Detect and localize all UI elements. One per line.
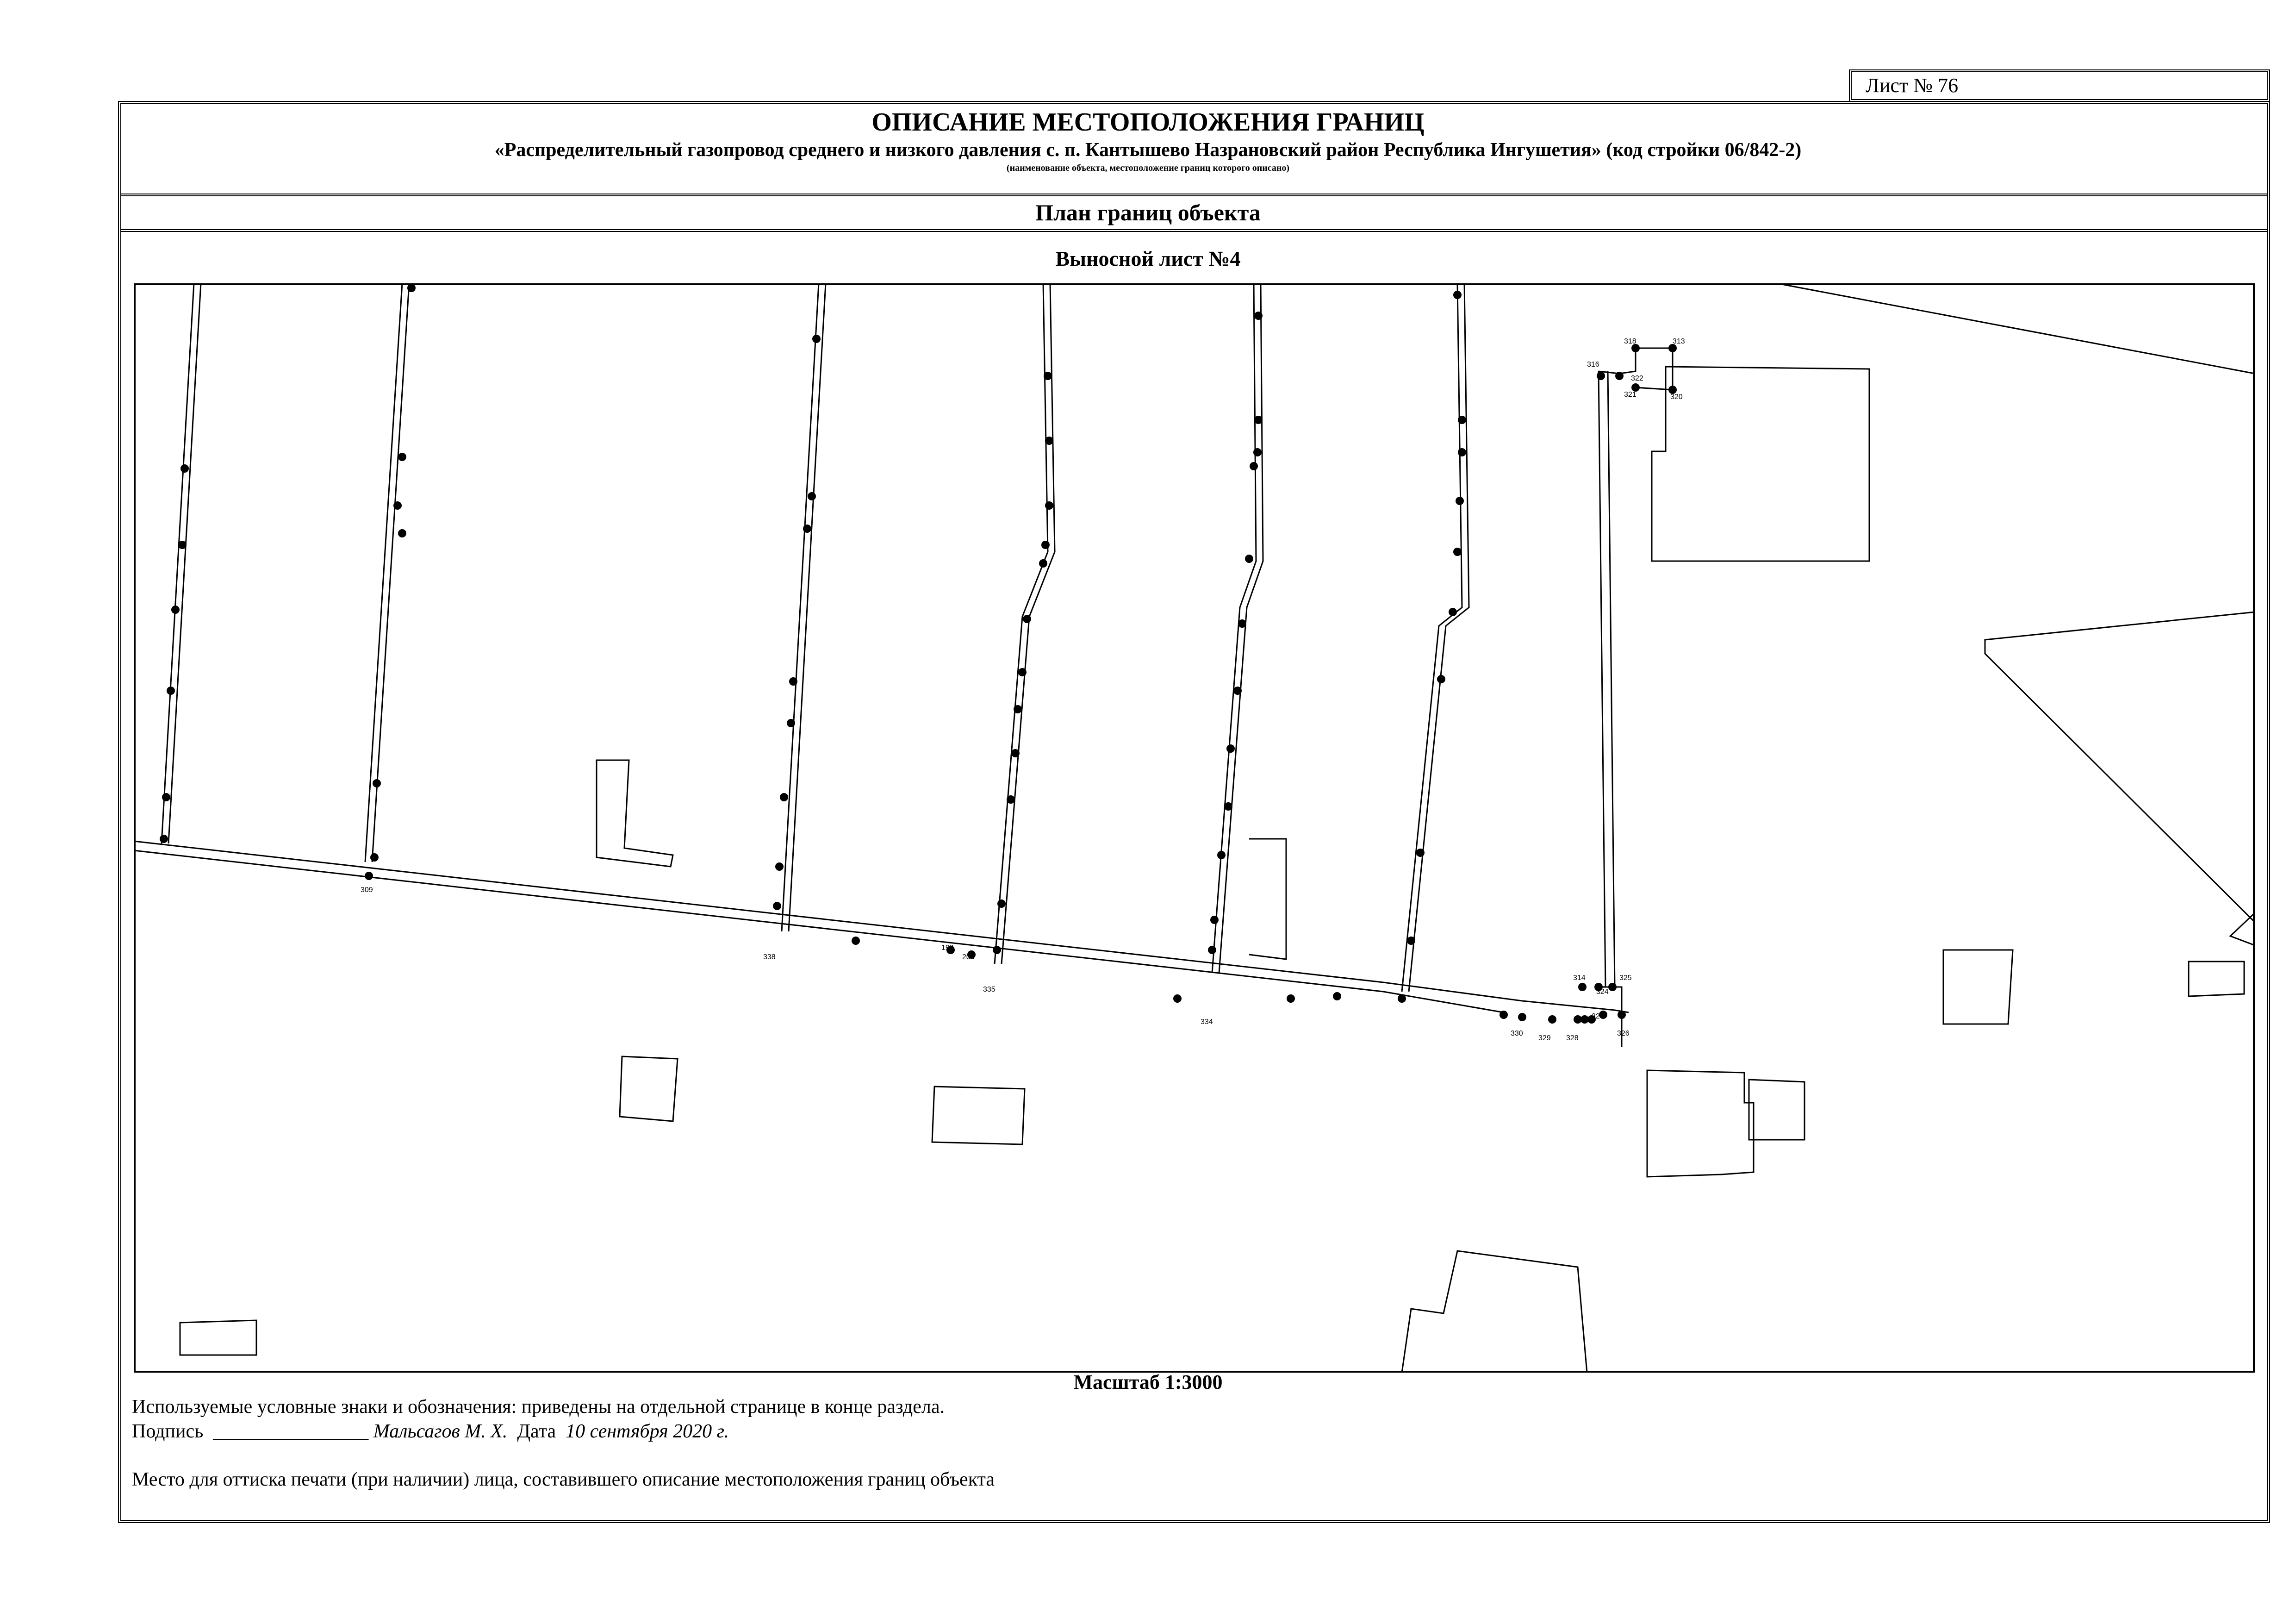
svg-text:322: 322 <box>1631 375 1643 382</box>
svg-text:335: 335 <box>983 986 996 993</box>
object-name: «Распределительный газопровод среднего и низкого давления с. п. Кантышево Назрановский район Республика Ингушетия» (код стройки 06/842-2) <box>494 139 1802 161</box>
signature-blank: ________________ <box>213 1421 369 1442</box>
svg-text:314: 314 <box>1573 974 1586 982</box>
plan-title: План границ объекта <box>1035 200 1261 225</box>
svg-text:321: 321 <box>1624 391 1636 399</box>
svg-text:326: 326 <box>1617 1030 1630 1037</box>
map-scale: Масштаб 1:3000 <box>1073 1371 1223 1393</box>
legend-note: Используемые условные знаки и обозначения: приведены на отдельной странице в конце раздела. <box>132 1396 945 1418</box>
svg-text:338: 338 <box>763 953 776 961</box>
map-frame <box>134 283 2255 1373</box>
svg-text:309: 309 <box>361 886 373 894</box>
plan-divider <box>120 229 2268 232</box>
svg-text:325: 325 <box>1619 974 1632 982</box>
svg-text:316: 316 <box>1587 361 1599 369</box>
svg-text:320: 320 <box>1670 393 1683 401</box>
svg-text:327: 327 <box>1592 1012 1604 1020</box>
svg-text:324: 324 <box>1596 988 1609 996</box>
svg-text:330: 330 <box>1511 1030 1523 1037</box>
svg-text:329: 329 <box>1538 1034 1551 1042</box>
svg-text:200: 200 <box>962 953 975 961</box>
svg-text:318: 318 <box>1624 337 1636 345</box>
signature-label: Подпись <box>132 1421 204 1442</box>
svg-text:313: 313 <box>1673 337 1685 345</box>
header-divider <box>120 194 2268 196</box>
signer-name: Мальсагов М. Х. <box>373 1421 508 1442</box>
svg-text:199: 199 <box>941 944 954 952</box>
date-value: 10 сентября 2020 г. <box>566 1421 729 1442</box>
sheet-number: Лист № 76 <box>1849 69 2270 102</box>
stamp-note: Место для оттиска печати (при наличии) лица, составившего описание местоположения границ объекта <box>132 1469 995 1490</box>
object-name-note: (наименование объекта, местоположение границ которого описано) <box>1006 163 1290 173</box>
signature-line <box>132 1420 729 1443</box>
extra-sheet-title: Выносной лист №4 <box>1055 247 1241 270</box>
svg-text:328: 328 <box>1566 1034 1579 1042</box>
document-title: ОПИСАНИЕ МЕСТОПОЛОЖЕНИЯ ГРАНИЦ <box>871 108 1425 137</box>
date-label: Дата <box>517 1421 556 1442</box>
svg-text:334: 334 <box>1201 1018 1213 1026</box>
